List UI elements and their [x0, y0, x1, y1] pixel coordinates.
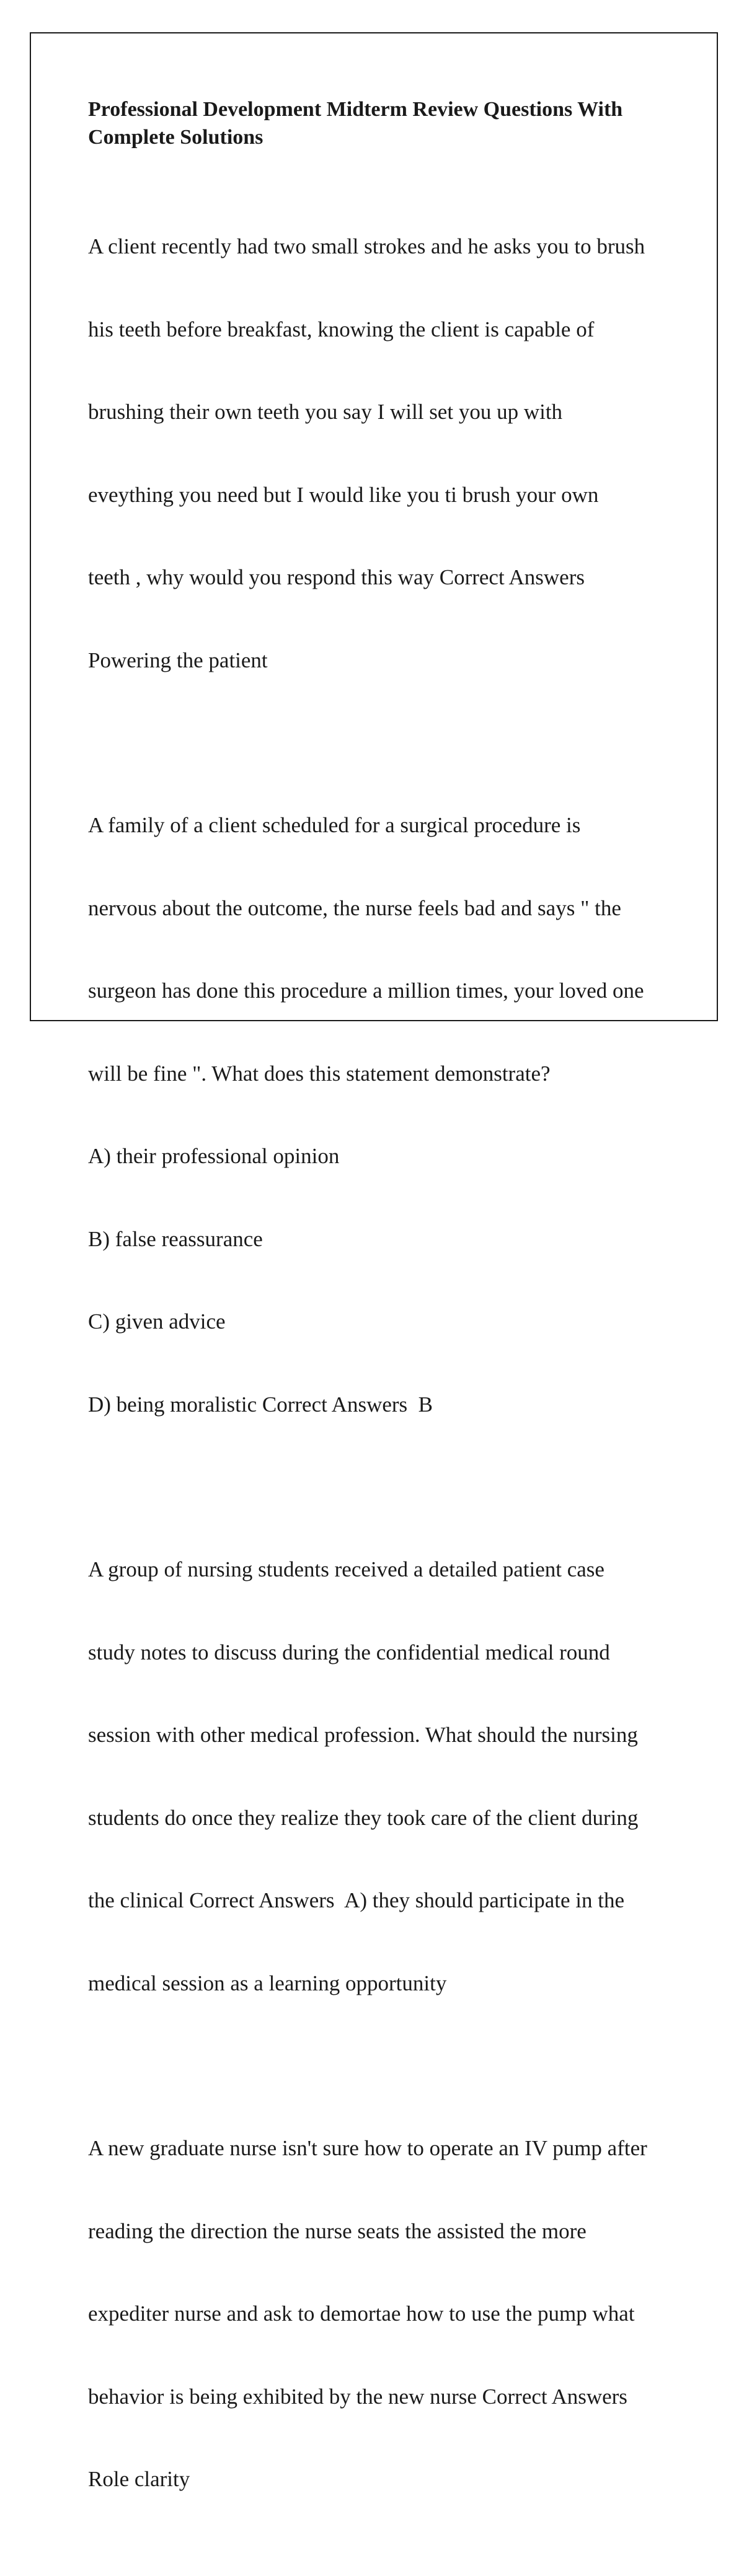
question-line: A family of a client scheduled for a surgical procedure is [88, 813, 581, 837]
option-line: A) their professional opinion [88, 1144, 340, 1168]
question-line: session with other medical profession. What should the nursing [88, 1723, 638, 1747]
question-line: A group of nursing students received a detailed patient case [88, 1557, 604, 1581]
question-line: his teeth before breakfast, knowing the client is capable of [88, 317, 595, 341]
title-line: Professional Development Midterm Review Questions With [88, 98, 623, 121]
question-line: reading the direction the nurse seats the assisted the more [88, 2218, 587, 2243]
question-block [88, 757, 671, 1474]
question-line: A new graduate nurse isn't sure how to operate an IV pump after [88, 2136, 647, 2160]
question-line: teeth , why would you respond this way Correct Answers [88, 565, 585, 589]
document-title [88, 95, 658, 151]
question-line: the clinical Correct Answers A) they should participate in the [88, 1888, 625, 1912]
answer-line: Role clarity [88, 2467, 190, 2491]
option-line: C) given advice [88, 1309, 226, 1334]
answer-line: Powering the patient [88, 648, 268, 672]
question-line: study notes to discuss during the confidential medical round [88, 1640, 610, 1664]
question-line: will be fine ". What does this statement demonstrate? [88, 1061, 551, 1086]
question-line: brushing their own teeth you say I will set you up with [88, 400, 563, 424]
option-line: B) false reassurance [88, 1226, 263, 1251]
question-line: nervous about the outcome, the nurse feels bad and says " the [88, 895, 621, 920]
question-line: eveything you need but I would like you ti brush your own [88, 482, 599, 507]
question-line: students do once they realize they took care of the client during [88, 1805, 639, 1830]
question-block [88, 178, 671, 729]
question-block [88, 2080, 671, 2549]
option-line: D) being moralistic Correct Answers B [88, 1392, 433, 1417]
answer-line: medical session as a learning opportunity [88, 1971, 447, 1995]
title-line: Complete Solutions [88, 126, 264, 149]
question-line: expediter nurse and ask to demortae how to use the pump what [88, 2301, 635, 2326]
question-line: A client recently had two small strokes and he asks you to brush [88, 234, 645, 258]
question-line: surgeon has done this procedure a million times, your loved one [88, 978, 644, 1003]
question-line: behavior is being exhibited by the new nurse Correct Answers [88, 2384, 627, 2409]
question-block [88, 1501, 671, 2052]
document-body [88, 95, 671, 2576]
